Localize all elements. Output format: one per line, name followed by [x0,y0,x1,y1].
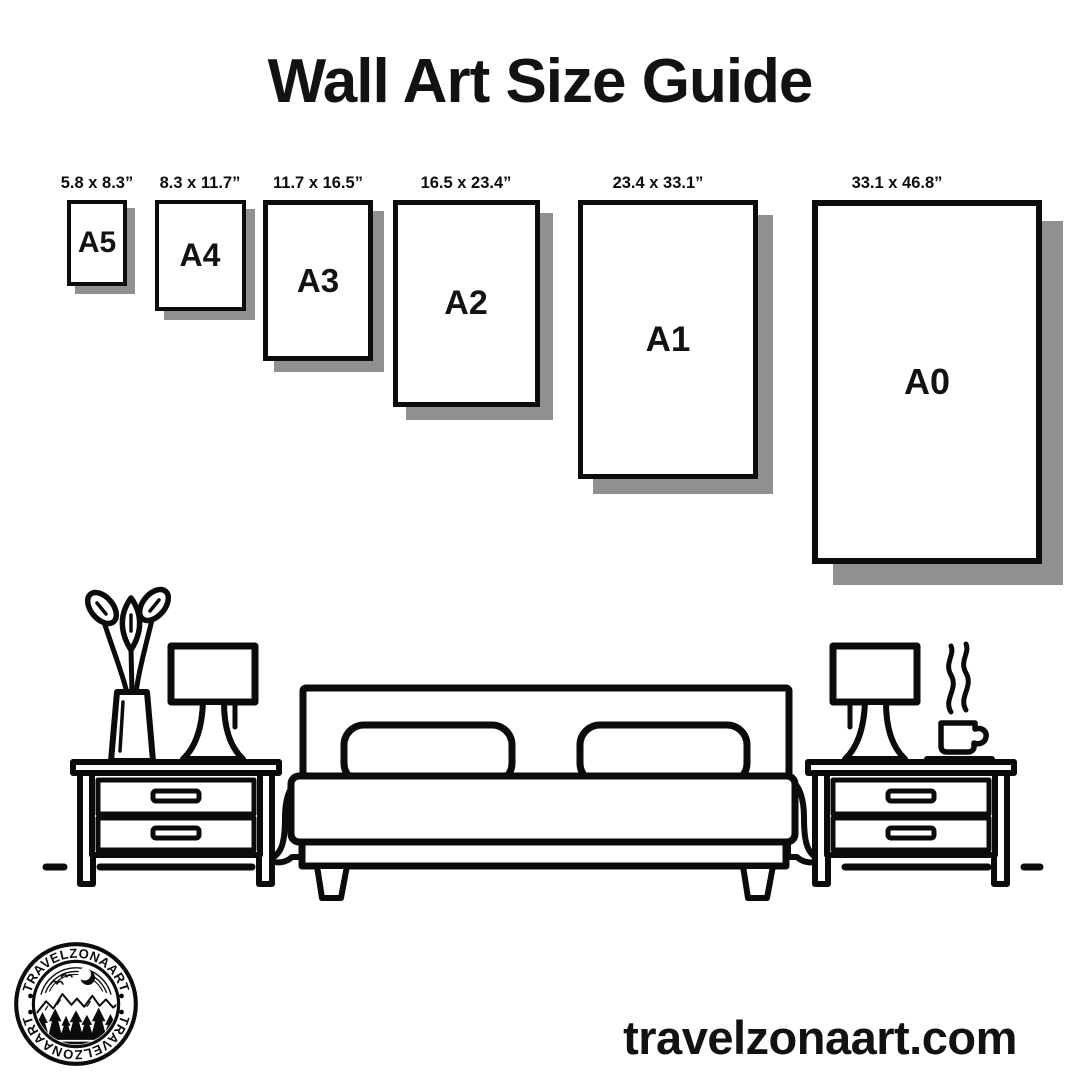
table-lamp-icon [833,646,917,761]
size-dimensions-label: 5.8 x 8.3” [60,174,134,192]
page-title: Wall Art Size Guide [267,47,813,116]
bed-frame [302,842,786,866]
paper-box-a4 [155,200,246,311]
coffee-cup-icon [927,644,992,759]
table-lamp-icon [171,646,255,761]
drawer-handle [153,828,199,838]
size-group-a0 [812,174,982,564]
size-group-a3 [248,174,388,361]
paper-size-name: A5 [77,226,117,259]
size-dimensions-label: 8.3 x 11.7” [159,174,241,192]
size-group-a2 [391,174,541,407]
paper-size-name: A0 [903,361,951,402]
bed-leg [743,866,773,898]
drawer-handle [888,828,934,838]
bed-leg [317,866,347,898]
paper-box-a5 [67,200,127,286]
paper-size-name: A4 [179,237,221,273]
lamp-shade [171,646,255,702]
moon-icon [78,968,95,985]
potted-plant-icon [82,584,174,761]
website-url: travelzonaart.com [623,1011,1017,1064]
size-dimensions-label: 16.5 x 23.4” [420,174,512,192]
logo-text-bottom: TRAVELZONAART [19,1014,133,1063]
mattress [291,776,795,842]
size-group-a1 [578,174,738,479]
steam-icon [964,644,969,710]
steam-icon [949,646,954,712]
paper-size-name: A1 [645,319,691,359]
bedroom-illustration [0,575,1080,915]
paper-box-a0 [812,200,1042,564]
double-bed-icon [268,688,821,898]
drawer-handle [153,791,199,801]
size-dimensions-label: 11.7 x 16.5” [273,174,363,192]
lamp-shade [833,646,917,702]
logo-text-top: TRAVELZONAART [19,945,133,994]
paper-box-a3 [263,200,373,361]
size-dimensions-label: 23.4 x 33.1” [612,174,704,192]
paper-box-a2 [393,200,540,407]
drawer-handle [888,791,934,801]
size-dimensions-label: 33.1 x 46.8” [851,174,943,192]
brand-logo [8,936,144,1072]
vase [111,692,153,761]
paper-size-name: A3 [296,261,340,299]
paper-box-a1 [578,200,758,479]
paper-size-name: A2 [444,284,488,322]
